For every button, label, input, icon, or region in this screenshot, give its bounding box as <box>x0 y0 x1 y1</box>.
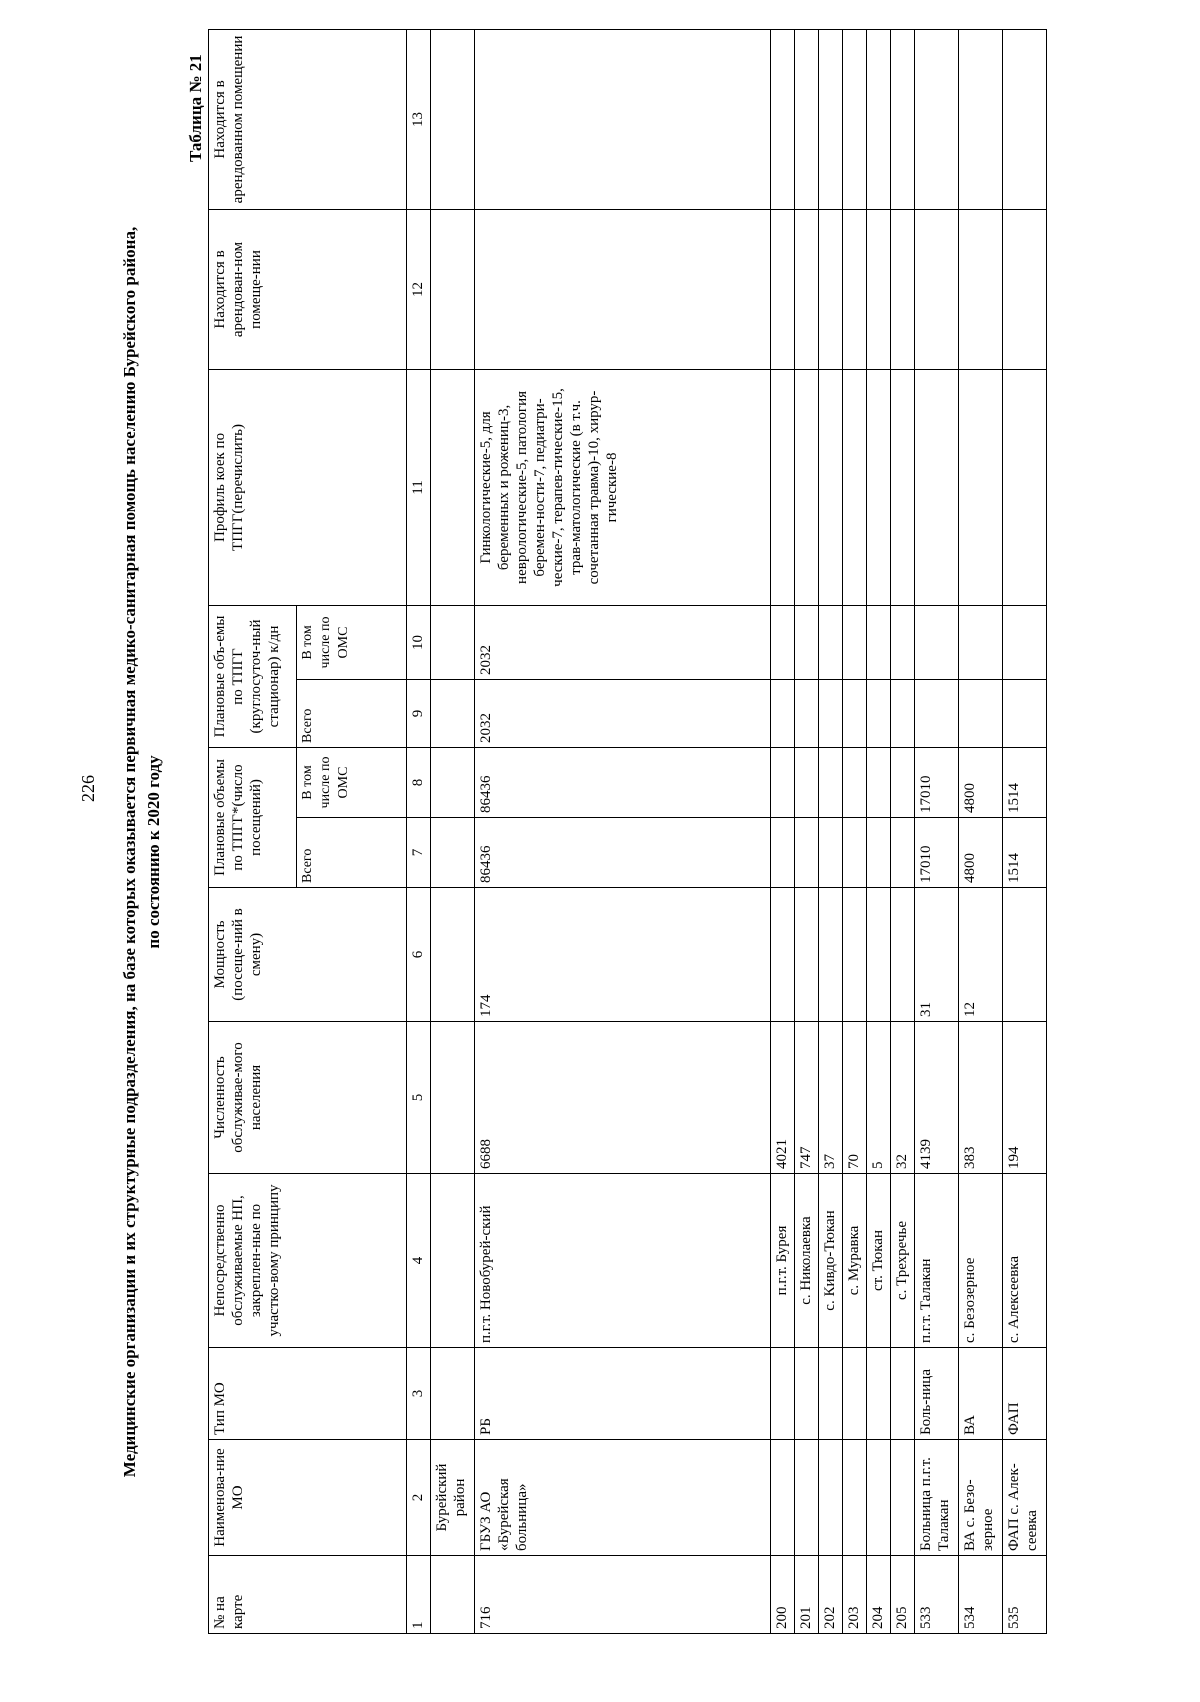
row-settlement: п.г.т. Талакан <box>915 1174 959 1348</box>
row-settlement: п.г.т. Новобурей-ский <box>475 1174 771 1348</box>
table-row <box>843 29 867 1633</box>
row-beds-oms: 2032 <box>475 605 771 679</box>
row-population: 32 <box>891 1022 915 1174</box>
row-population: 5 <box>867 1022 891 1174</box>
row-settlement: п.г.т. Бурея <box>771 1174 795 1348</box>
row-name: ГБУЗ АО «Бурейская больница» <box>475 1440 771 1556</box>
col-number: 5 <box>407 1022 431 1174</box>
row-settlement: с. Трехречье <box>891 1174 915 1348</box>
col-number: 6 <box>407 888 431 1022</box>
table-row <box>819 29 843 1633</box>
title-line-1: Медицинские организации и их структурные подразделения, на базе которых оказывается первичная медико-санитарная помощь населению Бурейского района, <box>120 226 139 1478</box>
row-settlement: с. Безозерное <box>959 1174 1003 1348</box>
row-num: 205 <box>891 1556 915 1634</box>
row-num: 200 <box>771 1556 795 1634</box>
row-num: 534 <box>959 1556 1003 1634</box>
row-type: Боль-ница <box>915 1348 959 1440</box>
header-beds-total: Всего <box>297 679 407 747</box>
col-number: 3 <box>407 1348 431 1440</box>
header-beds-oms: В том числе по ОМС <box>297 605 407 679</box>
row-num: 716 <box>475 1556 771 1634</box>
table-row <box>915 29 959 1633</box>
row-settlement: с. Алексеевка <box>1003 1174 1047 1348</box>
row-population: 4021 <box>771 1022 795 1174</box>
header-population: Численность обслуживае-мого населения <box>209 1022 407 1174</box>
table-row <box>1003 29 1047 1633</box>
row-bed-profile: Гинкологические-5, для беременных и рожениц-3, неврологические-5, патология беремен-ности-7, педиатри-ческие-7, терапев-тические-15, трав-матологические (в т.ч. сочетанная травма)-10, хирур-гические-8 <box>475 369 771 605</box>
row-settlement: с. Муравка <box>843 1174 867 1348</box>
row-beds-total: 2032 <box>475 679 771 747</box>
row-num: 204 <box>867 1556 891 1634</box>
row-visits-total: 4800 <box>959 818 1003 888</box>
header-num: № на карте <box>209 1556 407 1634</box>
table-label: Таблица № 21 <box>186 54 205 162</box>
row-type: РБ <box>475 1348 771 1440</box>
row-visits-total: 1514 <box>1003 818 1047 888</box>
row-num: 535 <box>1003 1556 1047 1634</box>
table-row <box>891 29 915 1633</box>
header-visits-oms: В том числе по ОМС <box>297 747 407 817</box>
row-visits-total: 86436 <box>475 818 771 888</box>
table-row <box>475 29 771 1633</box>
col-number: 1 <box>407 1556 431 1634</box>
col-number: 11 <box>407 369 431 605</box>
col-number: 4 <box>407 1174 431 1348</box>
facilities-table <box>208 29 1047 1634</box>
header-rented-1: Находится в арендован-ном помеще-нии <box>209 209 407 369</box>
header-visits: Плановые объемы по ТПГГ*(число посещений) <box>209 747 297 887</box>
document-title <box>118 202 166 1502</box>
header-name: Наименова-ние МО <box>209 1440 407 1556</box>
header-type: Тип МО <box>209 1348 407 1440</box>
col-number: 12 <box>407 209 431 369</box>
row-population: 6688 <box>475 1022 771 1174</box>
row-visits-oms: 17010 <box>915 747 959 817</box>
row-population: 4139 <box>915 1022 959 1174</box>
row-name: ВА с. Безо-зерное <box>959 1440 1003 1556</box>
row-settlement: с. Николаевка <box>795 1174 819 1348</box>
row-settlement: с. Кивдо-Тюкан <box>819 1174 843 1348</box>
table-row <box>771 29 795 1633</box>
header-capacity: Мощность (посеще-ний в смену) <box>209 888 407 1022</box>
row-capacity: 31 <box>915 888 959 1022</box>
title-line-2: по состоянию к 2020 году <box>144 755 163 949</box>
row-num: 201 <box>795 1556 819 1634</box>
row-type: ФАП <box>1003 1348 1047 1440</box>
col-number: 10 <box>407 605 431 679</box>
row-visits-oms: 86436 <box>475 747 771 817</box>
header-visits-total: Всего <box>297 818 407 888</box>
row-population: 37 <box>819 1022 843 1174</box>
row-name: Больница п.г.т. Талакан <box>915 1440 959 1556</box>
row-type: ВА <box>959 1348 1003 1440</box>
header-bed-profile: Профиль коек по ТПГГ(перечислить) <box>209 369 407 605</box>
district-name: Бурейский район <box>431 1440 475 1556</box>
table-row <box>795 29 819 1633</box>
header-settlements: Непосредственно обслуживаемые НП, закреплен-ные по участко-вому принципу <box>209 1174 407 1348</box>
row-population: 194 <box>1003 1022 1047 1174</box>
row-population: 70 <box>843 1022 867 1174</box>
row-capacity: 12 <box>959 888 1003 1022</box>
row-population: 747 <box>795 1022 819 1174</box>
row-settlement: ст. Тюкан <box>867 1174 891 1348</box>
col-number: 8 <box>407 747 431 817</box>
col-number: 9 <box>407 679 431 747</box>
row-num: 203 <box>843 1556 867 1634</box>
table-row <box>867 29 891 1633</box>
page-number: 226 <box>78 775 98 802</box>
row-num: 202 <box>819 1556 843 1634</box>
col-number: 13 <box>407 29 431 209</box>
row-visits-oms: 4800 <box>959 747 1003 817</box>
row-num: 533 <box>915 1556 959 1634</box>
table-row <box>959 29 1003 1633</box>
row-visits-total: 17010 <box>915 818 959 888</box>
header-row <box>209 29 297 1633</box>
header-beds: Плановые объ-емы по ТПГГ (круглосуточ-ный стационар) к/дн <box>209 605 297 747</box>
row-name: ФАП с. Алек-сеевка <box>1003 1440 1047 1556</box>
header-rented-2: Находится в арендованном помещении <box>209 29 407 209</box>
district-row <box>431 29 475 1633</box>
col-number: 7 <box>407 818 431 888</box>
row-visits-oms: 1514 <box>1003 747 1047 817</box>
column-number-row <box>407 29 431 1633</box>
col-number: 2 <box>407 1440 431 1556</box>
row-capacity <box>1003 888 1047 1022</box>
row-population: 383 <box>959 1022 1003 1174</box>
row-capacity: 174 <box>475 888 771 1022</box>
